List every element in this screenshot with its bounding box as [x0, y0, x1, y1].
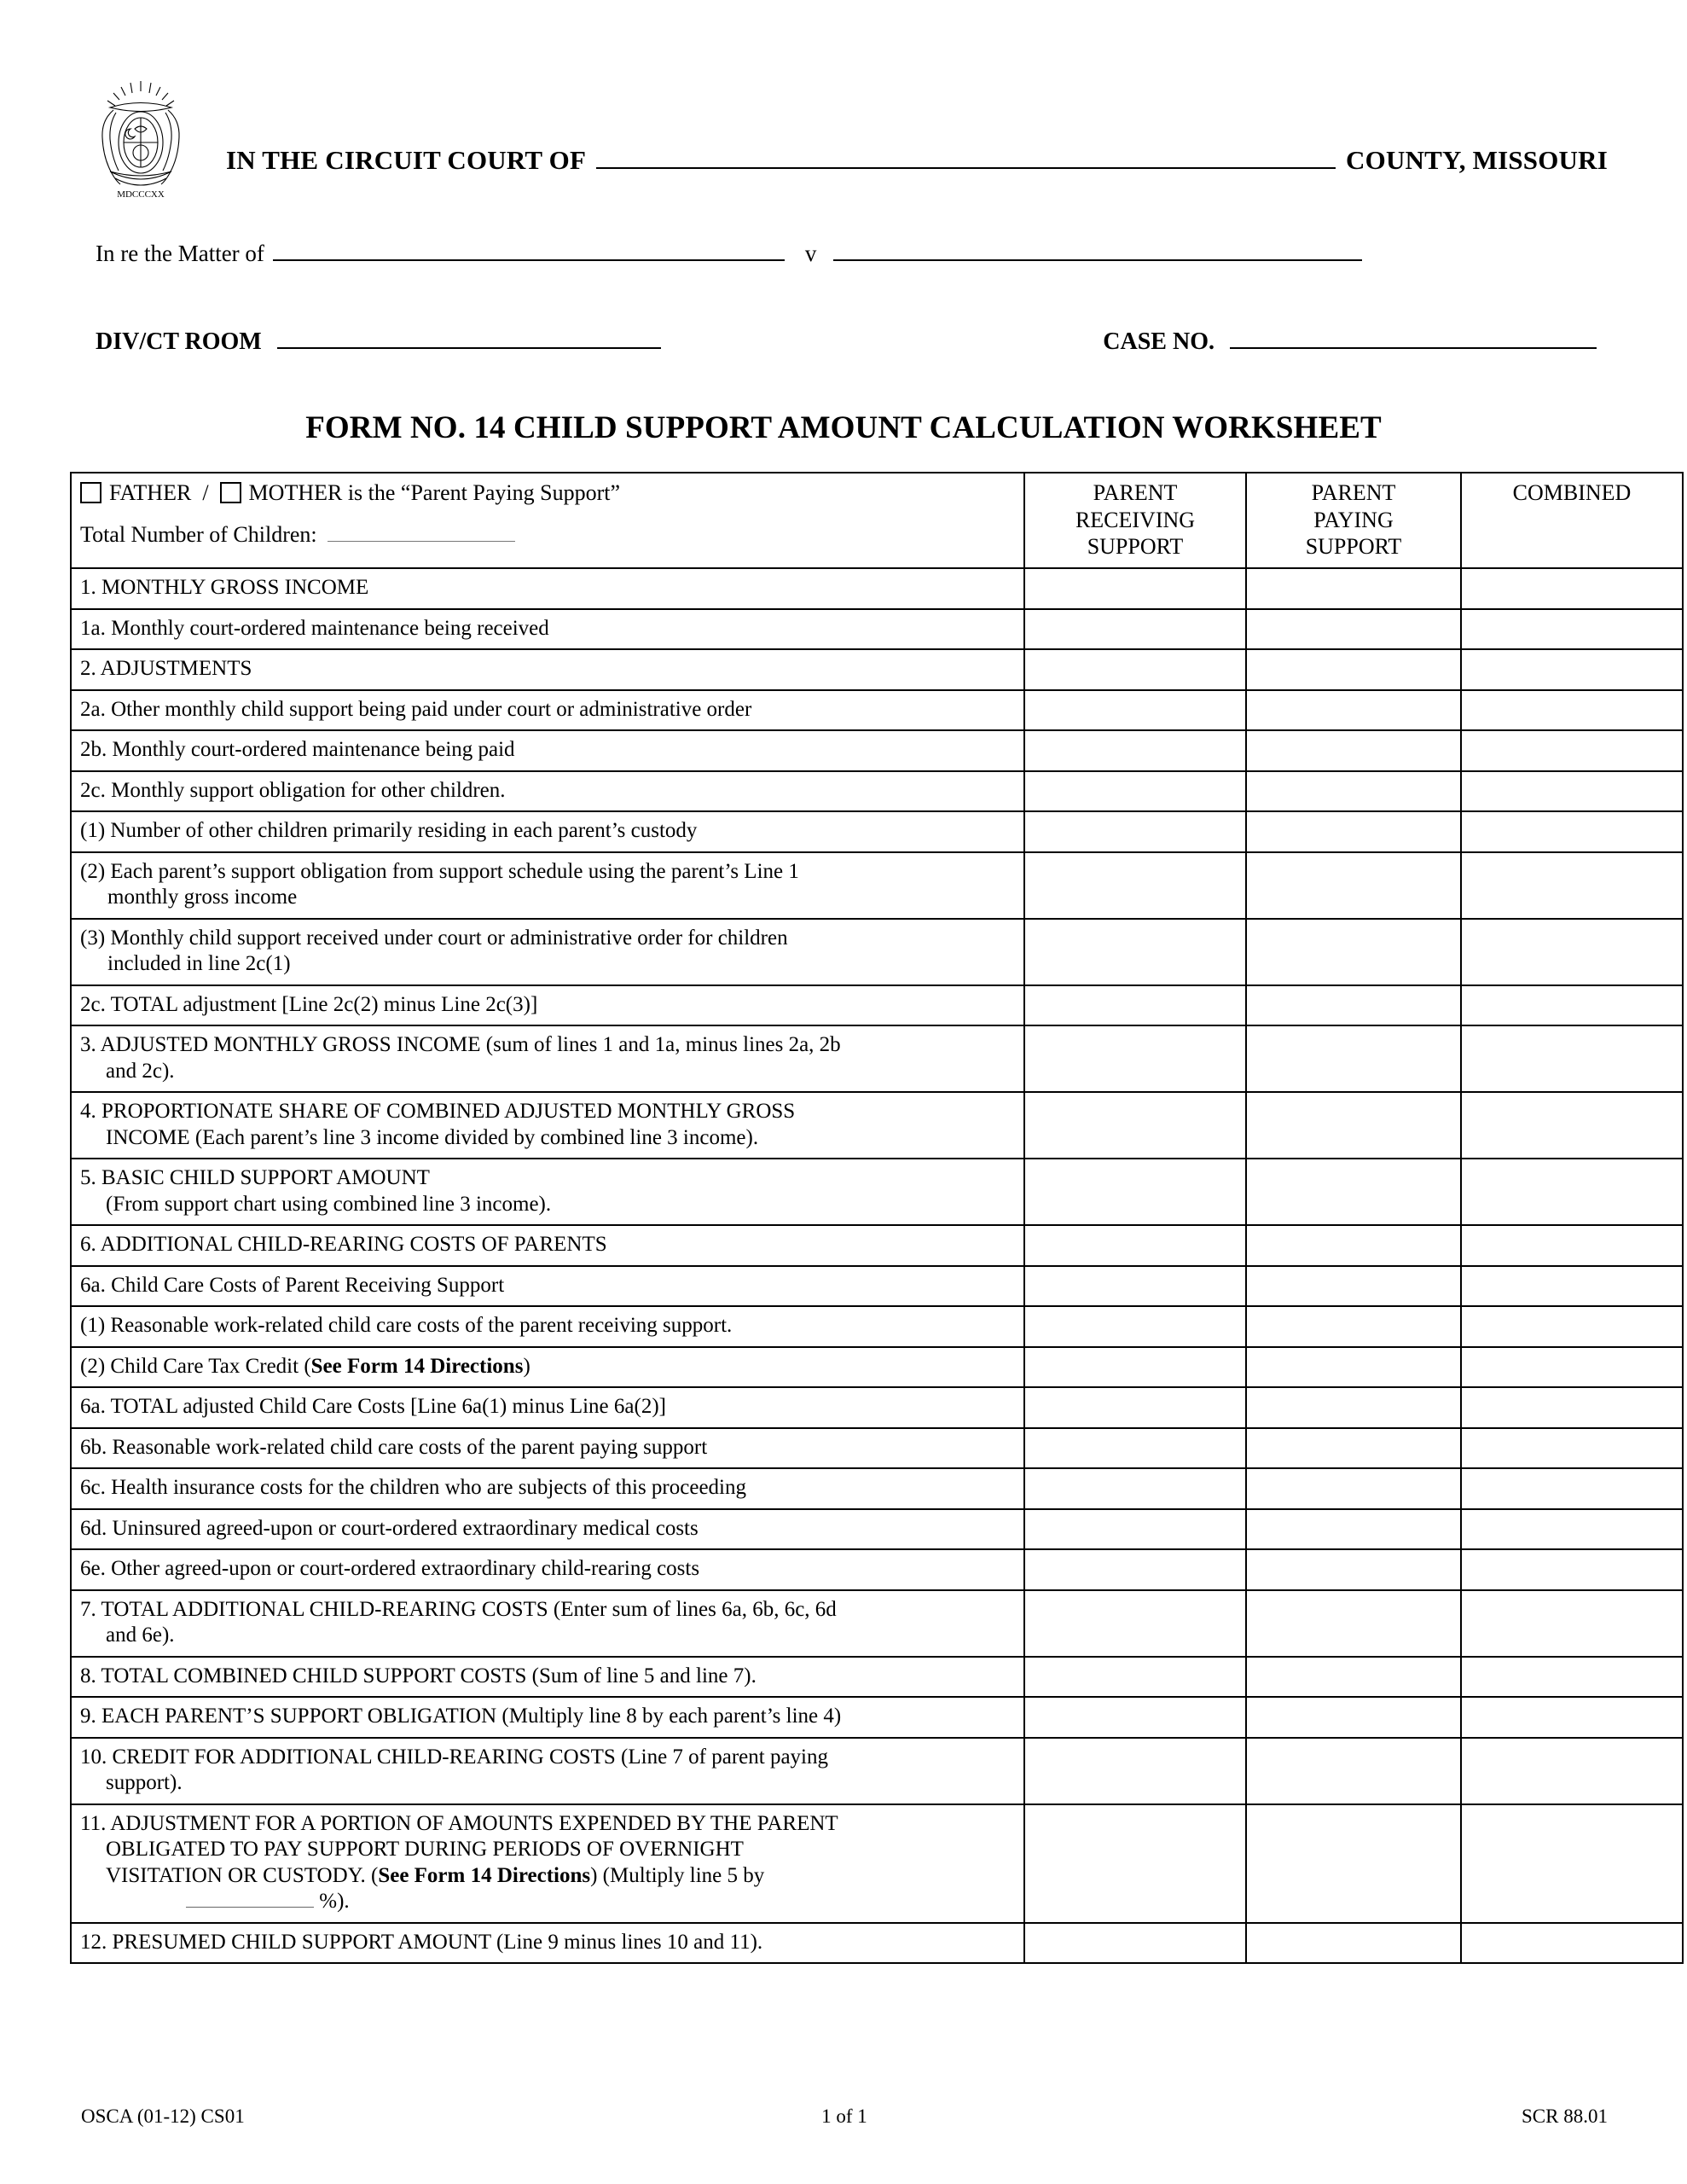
col-receiving-line1: PARENT — [1093, 480, 1178, 505]
cell-parent-paying-line-6b[interactable] — [1246, 1428, 1461, 1469]
cell-combined-line-2a — [1461, 690, 1683, 731]
cell-combined-line-8[interactable] — [1461, 1657, 1683, 1698]
table-row — [71, 1092, 1683, 1159]
row-label-line-6a: 6a. Child Care Costs of Parent Receiving Support — [71, 1266, 1024, 1307]
case-no-label: CASE NO. — [1103, 328, 1215, 355]
see-form-14-directions-emphasis: See Form 14 Directions — [310, 1354, 524, 1378]
cell-parent-receiving-line-1a[interactable] — [1024, 609, 1246, 650]
cell-parent-receiving-line-6d[interactable] — [1024, 1509, 1246, 1550]
cell-combined-line-10 — [1461, 1738, 1683, 1804]
table-row — [71, 1266, 1683, 1307]
respondent-blank-field[interactable] — [833, 241, 1362, 261]
cell-parent-receiving-line-6a-1[interactable] — [1024, 1306, 1246, 1347]
cell-parent-receiving-line-6a — [1024, 1266, 1246, 1307]
table-row — [71, 568, 1683, 609]
cell-combined-line-2c-total — [1461, 985, 1683, 1026]
worksheet-body — [71, 473, 1683, 1963]
row-label-line-6b: 6b. Reasonable work-related child care costs of the parent paying support — [71, 1428, 1024, 1469]
row-label-line-1: 1. MONTHLY GROSS INCOME — [71, 568, 1024, 609]
page-footer — [81, 2106, 1608, 2128]
cell-parent-paying-line-2c — [1246, 771, 1461, 812]
row-label-line-10: 10. CREDIT FOR ADDITIONAL CHILD-REARING COSTS (Line 7 of parent paying support). — [71, 1738, 1024, 1804]
row-label-line-6a-total: 6a. TOTAL adjusted Child Care Costs [Line 6a(1) minus Line 6a(2)] — [71, 1387, 1024, 1428]
cell-combined-line-9 — [1461, 1697, 1683, 1738]
row-label-line-2c-1: (1) Number of other children primarily residing in each parent’s custody — [71, 811, 1024, 852]
row-label-line-2c-3: (3) Monthly child support received under court or administrative order for children included in line 2c(1) — [71, 919, 1024, 985]
col-paying-line2: PAYING — [1313, 507, 1394, 532]
cell-parent-receiving-line-3[interactable] — [1024, 1025, 1246, 1092]
row-label-line2: (From support chart using combined line 3 income). — [106, 1192, 552, 1216]
cell-parent-paying-line-6 — [1246, 1225, 1461, 1266]
row-label-line-9: 9. EACH PARENT’S SUPPORT OBLIGATION (Multiply line 8 by each parent’s line 4) — [71, 1697, 1024, 1738]
missouri-state-seal-icon — [81, 73, 200, 200]
row-label-line-3: 3. ADJUSTED MONTHLY GROSS INCOME (sum of lines 1 and 1a, minus lines 2a, 2b and 2c). — [71, 1025, 1024, 1092]
cell-parent-paying-line-1[interactable] — [1246, 568, 1461, 609]
in-re-label: In re the Matter of — [96, 241, 264, 266]
row-label-line-4: 4. PROPORTIONATE SHARE OF COMBINED ADJUSTED MONTHLY GROSS INCOME (Each parent’s line 3 income divided by combined line 3 income). — [71, 1092, 1024, 1159]
row-label-line-6c: 6c. Health insurance costs for the children who are subjects of this proceeding — [71, 1468, 1024, 1509]
cell-combined-line-2 — [1461, 649, 1683, 690]
row-label-line-7: 7. TOTAL ADDITIONAL CHILD-REARING COSTS (Enter sum of lines 6a, 6b, 6c, 6d and 6e). — [71, 1590, 1024, 1657]
cell-parent-paying-line-6c[interactable] — [1246, 1468, 1461, 1509]
cell-parent-receiving-line-2c-2[interactable] — [1024, 852, 1246, 919]
cell-parent-paying-line-6e[interactable] — [1246, 1549, 1461, 1590]
paying-parent-selector-cell — [71, 473, 1024, 568]
cell-parent-receiving-line-2a[interactable] — [1024, 690, 1246, 731]
row-label-line-6e: 6e. Other agreed-upon or court-ordered extraordinary child-rearing costs — [71, 1549, 1024, 1590]
row-label-line2: monthly gross income — [107, 886, 298, 909]
table-row — [71, 811, 1683, 852]
row-label-line2: support). — [106, 1771, 183, 1795]
row-label-line-2b: 2b. Monthly court-ordered maintenance being paid — [71, 730, 1024, 771]
table-row — [71, 690, 1683, 731]
table-row — [71, 1923, 1683, 1964]
father-label: FATHER — [109, 480, 192, 505]
row-label-line-2: 2. ADJUSTMENTS — [71, 649, 1024, 690]
row-label-line-8: 8. TOTAL COMBINED CHILD SUPPORT COSTS (Sum of line 5 and line 7). — [71, 1657, 1024, 1698]
cell-parent-receiving-line-2b[interactable] — [1024, 730, 1246, 771]
page-title: FORM NO. 14 CHILD SUPPORT AMOUNT CALCULATION WORKSHEET — [305, 410, 1382, 445]
cell-combined-line-6c — [1461, 1468, 1683, 1509]
cell-parent-paying-line-12[interactable] — [1246, 1923, 1461, 1964]
cell-parent-receiving-line-6 — [1024, 1225, 1246, 1266]
cell-parent-receiving-line-8 — [1024, 1657, 1246, 1698]
cell-parent-paying-line-6a-total — [1246, 1387, 1461, 1428]
table-row — [71, 1306, 1683, 1347]
col-receiving-line2: RECEIVING — [1075, 507, 1196, 532]
col-paying-line1: PARENT — [1311, 480, 1396, 505]
cell-parent-paying-line-9[interactable] — [1246, 1697, 1461, 1738]
table-row — [71, 609, 1683, 650]
cell-parent-paying-line-11[interactable] — [1246, 1804, 1461, 1923]
cell-combined-line-6a — [1461, 1266, 1683, 1307]
cell-parent-paying-line-6a — [1246, 1266, 1461, 1307]
table-row — [71, 1428, 1683, 1469]
petitioner-blank-field[interactable] — [273, 241, 785, 261]
court-of-label: IN THE CIRCUIT COURT OF — [226, 144, 587, 175]
in-re-matter-row — [96, 241, 1494, 267]
cell-parent-paying-line-2b[interactable] — [1246, 730, 1461, 771]
table-row — [71, 1657, 1683, 1698]
cell-parent-paying-line-2c-3[interactable] — [1246, 919, 1461, 985]
versus-label: v — [804, 241, 817, 266]
div-case-row — [96, 328, 1597, 356]
cell-combined-line-6 — [1461, 1225, 1683, 1266]
table-row — [71, 1590, 1683, 1657]
cell-parent-receiving-line-2c-1[interactable] — [1024, 811, 1246, 852]
cell-parent-paying-line-1a[interactable] — [1246, 609, 1461, 650]
table-header-row — [71, 473, 1683, 568]
cell-parent-receiving-line-11 — [1024, 1804, 1246, 1923]
mother-label: MOTHER is the “Parent Paying Support” — [248, 480, 620, 505]
cell-parent-paying-line-7[interactable] — [1246, 1590, 1461, 1657]
total-children-input[interactable] — [328, 524, 515, 542]
cell-parent-paying-line-2c-2[interactable] — [1246, 852, 1461, 919]
row-label-line2: INCOME (Each parent’s line 3 income divided by combined line 3 income). — [106, 1125, 759, 1149]
row-label-line2: and 6e). — [106, 1623, 175, 1647]
separator-label: / — [202, 480, 209, 505]
cell-parent-paying-line-2c-1[interactable] — [1246, 811, 1461, 852]
table-row — [71, 730, 1683, 771]
row-label-line3: VISITATION OR CUSTODY. (See Form 14 Directions) (Multiply line 5 by — [106, 1863, 765, 1887]
row-label-line-11: 11. ADJUSTMENT FOR A PORTION OF AMOUNTS EXPENDED BY THE PARENT OBLIGATED TO PAY SUPPORT DURING PERIODS OF OVERNIGHT VISITATION OR CUSTODY. (See Form 14 Directions) (Multiply line 5 by %). — [71, 1804, 1024, 1923]
cell-combined-line-6b — [1461, 1428, 1683, 1469]
cell-combined-line-5[interactable] — [1461, 1159, 1683, 1225]
cell-combined-line-2c-3 — [1461, 919, 1683, 985]
cell-parent-paying-line-10[interactable] — [1246, 1738, 1461, 1804]
column-header-combined — [1461, 473, 1683, 568]
footer-rule-code: SCR 88.01 — [1521, 2106, 1608, 2127]
row-label-line2: and 2c). — [106, 1059, 175, 1083]
cell-combined-line-6a-1 — [1461, 1306, 1683, 1347]
overnight-percentage-input[interactable] — [186, 1891, 314, 1908]
cell-parent-receiving-line-2 — [1024, 649, 1246, 690]
row-label-line-2c-2: (2) Each parent’s support obligation from support schedule using the parent’s Line 1 monthly gross income — [71, 852, 1024, 919]
col-combined-label: COMBINED — [1512, 480, 1632, 505]
div-ct-room-label: DIV/CT ROOM — [96, 328, 262, 355]
cell-combined-line-6a-total — [1461, 1387, 1683, 1428]
cell-combined-line-2b — [1461, 730, 1683, 771]
row-label-line-6d: 6d. Uninsured agreed-upon or court-ordered extraordinary medical costs — [71, 1509, 1024, 1550]
child-support-worksheet-table — [70, 472, 1684, 1964]
cell-parent-receiving-line-5 — [1024, 1159, 1246, 1225]
cell-parent-receiving-line-12 — [1024, 1923, 1246, 1964]
column-header-parent-receiving-support — [1024, 473, 1246, 568]
cell-parent-receiving-line-2c — [1024, 771, 1246, 812]
row-label-line-6a-2: (2) Child Care Tax Credit (See Form 14 Directions) — [71, 1347, 1024, 1388]
cell-combined-line-1a — [1461, 609, 1683, 650]
row-label-line4: %). — [80, 1889, 1015, 1915]
row-label-line-6: 6. ADDITIONAL CHILD-REARING COSTS OF PARENTS — [71, 1225, 1024, 1266]
footer-form-code: OSCA (01-12) CS01 — [81, 2106, 245, 2127]
cell-combined-line-2c — [1461, 771, 1683, 812]
table-row — [71, 1697, 1683, 1738]
table-row — [71, 1509, 1683, 1550]
court-header — [81, 73, 1608, 200]
cell-combined-line-1 — [1461, 568, 1683, 609]
column-header-parent-paying-support — [1246, 473, 1461, 568]
county-blank-field[interactable] — [596, 145, 1336, 169]
cell-parent-paying-line-8 — [1246, 1657, 1461, 1698]
col-receiving-line3: SUPPORT — [1087, 534, 1184, 560]
total-children-label: Total Number of Children: — [80, 521, 317, 547]
cell-combined-line-6d — [1461, 1509, 1683, 1550]
see-form-14-directions-emphasis: See Form 14 Directions — [378, 1863, 591, 1887]
table-row — [71, 1159, 1683, 1225]
table-row — [71, 919, 1683, 985]
footer-page-number: 1 of 1 — [821, 2106, 867, 2127]
cell-parent-paying-line-6d[interactable] — [1246, 1509, 1461, 1550]
cell-parent-paying-line-4[interactable] — [1246, 1092, 1461, 1159]
row-label-line2: included in line 2c(1) — [107, 952, 291, 976]
cell-parent-receiving-line-4[interactable] — [1024, 1092, 1246, 1159]
table-row — [71, 852, 1683, 919]
cell-parent-paying-line-5 — [1246, 1159, 1461, 1225]
table-row — [71, 985, 1683, 1026]
row-label-line-6a-1: (1) Reasonable work-related child care costs of the parent receiving support. — [71, 1306, 1024, 1347]
mother-checkbox[interactable] — [220, 482, 241, 503]
cell-parent-receiving-line-9[interactable] — [1024, 1697, 1246, 1738]
county-missouri-label: COUNTY, MISSOURI — [1346, 144, 1608, 175]
row-label-line-2c: 2c. Monthly support obligation for other children. — [71, 771, 1024, 812]
div-ct-room-blank-field[interactable] — [277, 328, 661, 349]
row-label-line-1a: 1a. Monthly court-ordered maintenance being received — [71, 609, 1024, 650]
table-row — [71, 1549, 1683, 1590]
cell-combined-line-2c-1 — [1461, 811, 1683, 852]
cell-combined-line-2c-2 — [1461, 852, 1683, 919]
cell-parent-receiving-line-2c-3[interactable] — [1024, 919, 1246, 985]
cell-combined-line-11 — [1461, 1804, 1683, 1923]
cell-parent-receiving-line-6e[interactable] — [1024, 1549, 1246, 1590]
row-label-line-2c-total: 2c. TOTAL adjustment [Line 2c(2) minus Line 2c(3)] — [71, 985, 1024, 1026]
cell-combined-line-7[interactable] — [1461, 1590, 1683, 1657]
table-row — [71, 1804, 1683, 1923]
cell-combined-line-3[interactable] — [1461, 1025, 1683, 1092]
table-row — [71, 1025, 1683, 1092]
col-paying-line3: SUPPORT — [1305, 534, 1402, 560]
row-label-line2: OBLIGATED TO PAY SUPPORT DURING PERIODS OF OVERNIGHT — [106, 1838, 744, 1862]
table-row — [71, 771, 1683, 812]
cell-parent-receiving-line-6c[interactable] — [1024, 1468, 1246, 1509]
cell-parent-paying-line-2c-total[interactable] — [1246, 985, 1461, 1026]
cell-parent-paying-line-6a-1 — [1246, 1306, 1461, 1347]
cell-combined-line-6a-2 — [1461, 1347, 1683, 1388]
father-checkbox[interactable] — [80, 482, 101, 503]
cell-parent-paying-line-3[interactable] — [1246, 1025, 1461, 1092]
cell-parent-receiving-line-6a-total[interactable] — [1024, 1387, 1246, 1428]
cell-parent-receiving-line-7[interactable] — [1024, 1590, 1246, 1657]
table-row — [71, 649, 1683, 690]
row-label-line-2a: 2a. Other monthly child support being paid under court or administrative order — [71, 690, 1024, 731]
table-row — [71, 1468, 1683, 1509]
cell-parent-paying-line-2a[interactable] — [1246, 690, 1461, 731]
table-row — [71, 1347, 1683, 1388]
cell-parent-receiving-line-2c-total[interactable] — [1024, 985, 1246, 1026]
table-row — [71, 1738, 1683, 1804]
cell-parent-receiving-line-6a-2[interactable] — [1024, 1347, 1246, 1388]
cell-parent-receiving-line-10 — [1024, 1738, 1246, 1804]
cell-parent-receiving-line-6b — [1024, 1428, 1246, 1469]
cell-combined-line-4[interactable] — [1461, 1092, 1683, 1159]
table-row — [71, 1225, 1683, 1266]
table-row — [71, 1387, 1683, 1428]
cell-parent-paying-line-6a-2 — [1246, 1347, 1461, 1388]
cell-parent-receiving-line-1[interactable] — [1024, 568, 1246, 609]
case-no-blank-field[interactable] — [1230, 328, 1597, 349]
cell-combined-line-12 — [1461, 1923, 1683, 1964]
cell-parent-paying-line-2 — [1246, 649, 1461, 690]
svg-text:MDCCCXX: MDCCCXX — [117, 189, 165, 200]
row-label-line-5: 5. BASIC CHILD SUPPORT AMOUNT (From support chart using combined line 3 income). — [71, 1159, 1024, 1225]
row-label-line-12: 12. PRESUMED CHILD SUPPORT AMOUNT (Line 9 minus lines 10 and 11). — [71, 1923, 1024, 1964]
cell-combined-line-6e — [1461, 1549, 1683, 1590]
